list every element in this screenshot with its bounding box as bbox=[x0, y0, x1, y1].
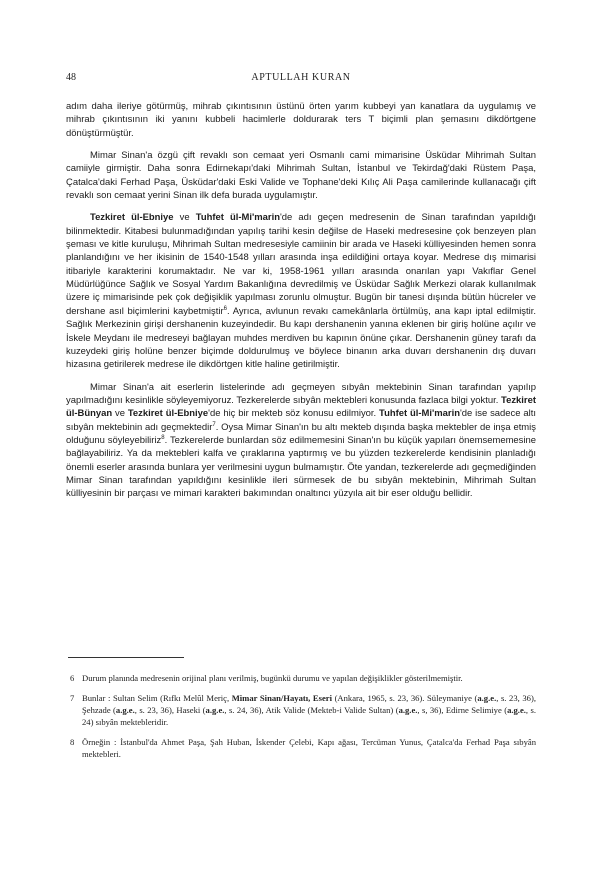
paragraph-text: adım daha ileriye götürmüş, mihrab çıkıntısının üstünü örten yarım kubbeyi yan kanatlara da uygulamış ve mihrab çıkıntısının iki yanını kubbeli hacimlerle doldurarak ters T biçimli plan şemasını dikdörtgene dönüştürmüştür. bbox=[66, 101, 536, 139]
footnote-ref-8[interactable]: 8 bbox=[161, 434, 165, 441]
paragraph-text: Mimar Sinan'a ait eserlerin listelerinde adı geçmeyen sıbyân mektebinin Sinan tarafından yapılıp yapılmadığını kesinlikle söyleyemiyoruz. Tezkerelerde sıbyân mektebleri konusunda fazlaca bilgi yoktur. bbox=[66, 381, 536, 406]
citation-abbrev: a.g.e. bbox=[398, 705, 418, 715]
paragraph-text: Mimar Sinan'a özgü çift revaklı son cemaat yeri Osmanlı cami mimarisine Üsküdar Mihrimah Sultan camiiyle girmiştir. Daha sonra Edirnekapı'daki Mihrimah Sultan, İstanbul ve Tekirdağ'daki Rüstem Paşa, Çatalca'daki Ferhad Paşa, Üsküdar'daki Eski Valide ve Tophane'deki Kılıç Ali Paşa camilerinde kullanacağı çift revaklı son cemaat yerini Sinan ilk defa burada uygulamıştır. bbox=[66, 150, 536, 202]
footnote-7 bbox=[66, 692, 536, 728]
footnote-text: (Ankara, 1965, s. 23, 36). Süleymaniye ( bbox=[331, 693, 478, 703]
footnote-number: 8 bbox=[70, 737, 75, 747]
title-emphasis: Tuhfet ül-Mi'marin bbox=[379, 408, 460, 420]
citation-abbrev: a.g.e. bbox=[477, 693, 497, 703]
body-text bbox=[66, 100, 536, 510]
paragraph-text: ve bbox=[112, 408, 128, 420]
footnote-8 bbox=[66, 736, 536, 760]
paragraph-text: . Tezkerelerde bunlardan söz edilmemesini Sinan'ın bu küçük yapıları önemsememesine bağlayabiliriz. Ya da mektebleri kalfa ve çıraklarına yaptırmış ve bu yüzden tezkerelerde kendisinin planladığı önemli eserler arasında bunlara yer verilmesini uygun bulmamıştır. Öte yandan, tezkerelerde adı geçmediğinden Mimar Sinan tarafından yapıldığını kesinlikle ileri sürmesek de bu sıbyân mektebinin, Mihrimah Sultan külliyesinin bir parçası ve mimari karakteri bakımından onaltıncı yüzyıla ait bir eser olduğu bellidir. bbox=[66, 434, 536, 500]
footnote-text: , s, 36), Edirne Selimiye ( bbox=[417, 705, 508, 715]
footnote-text: Durum planında medresenin orijinal planı verilmiş, bugünkü durumu ve yapılan değişiklikler gösterilmemiştir. bbox=[82, 673, 463, 683]
footnote-ref-6[interactable]: 6 bbox=[223, 305, 227, 312]
paragraph-text: 'de adı geçen medresenin de Sinan tarafından yapıldığı bilinmektedir. Kitabesi bulunmadığından yapılış tarihi kesin değilse de Haseki medresesine çok benzeyen plan şeması ve kitle kuruluşu, Mihrimah Sultan medresesiyle camiinin bir arada ve Haseki külliyesinden hemen sonra planlandığını ve her ikisinin de 1540-1548 yılları arasında inşa edildiğini ortaya koyar. Medrese dış mimarisi itibariyle karakterini korumaktadır. Ne var ki, 1958-1961 yılları arasında onarılan yapı Vakıflar Genel Müdürlüğünce Sağlık ve Sosyal Yardım Bakanlığına devredilmiş ve Üsküdar Sağlık Merkezi olarak kullanılmak üzere iç mimarisinde pek çok değişiklik yapılması zorunlu olmuştur. Bugün bir tanesi dışında bütün hücreler ve dershane asıl biçimlerini kaybetmiştir bbox=[66, 212, 536, 317]
footnote-separator bbox=[68, 657, 184, 658]
footnote-ref-7[interactable]: 7 bbox=[212, 421, 216, 428]
footnote-number: 7 bbox=[70, 693, 75, 703]
paragraph-text: 'de hiç bir mekteb söz konusu edilmiyor. bbox=[208, 408, 380, 420]
citation-abbrev: a.g.e. bbox=[507, 705, 526, 715]
page-number: 48 bbox=[66, 72, 76, 83]
citation-abbrev: a.g.e. bbox=[205, 705, 225, 715]
title-emphasis: Tezkiret ül-Ebniye bbox=[90, 212, 174, 224]
paragraph-3 bbox=[66, 211, 536, 371]
footnote-text: Örneğin : İstanbul'da Ahmet Paşa, Şah Huban, İskender Çelebi, Kapı ağası, Tercüman Yunus, Çatalca'da Ferhad Paşa sıbyân mektebleri. bbox=[82, 737, 536, 759]
paragraph-2 bbox=[66, 149, 536, 202]
citation-abbrev: a.g.e. bbox=[115, 705, 135, 715]
citation-title: Mimar Sinan/Hayatı, Eseri bbox=[231, 693, 332, 703]
paragraph-1 bbox=[66, 100, 536, 140]
title-emphasis: Tuhfet ül-Mi'marin bbox=[195, 212, 280, 224]
footnote-text: , s. 24) sıbyân mektebleridir. bbox=[82, 705, 536, 727]
paragraph-text: ve bbox=[173, 212, 196, 224]
title-emphasis: Tezkiret ül-Ebniye bbox=[127, 408, 209, 420]
running-header bbox=[66, 72, 536, 86]
footnote-6 bbox=[66, 672, 536, 684]
paragraph-4 bbox=[66, 381, 536, 501]
paragraph-text: . Oysa Mimar Sinan'ın bu altı mekteb dışında başka mektebler de inşa etmiş olduğunu söyleyebiliriz bbox=[66, 421, 536, 446]
footnote-text: , s. 23, 36), Haseki ( bbox=[134, 705, 206, 715]
footnote-text: , s. 23, 36), Şehzade ( bbox=[82, 693, 536, 715]
footnotes bbox=[66, 672, 536, 768]
paragraph-text: . Ayrıca, avlunun revakı camekânlarla örtülmüş, ana kapı iptal edilmiştir. Sağlık Merkezinin girişi dershanenin kuzeyindedir. Bu kapı dershanenin yanına eklenen bir giriş holüne açılır ve İskele Meydanı ile medreseyi bağlayan muhdes merdiven bu kapının önüne çıkar. Dershanenin güney tarafı da kuzeydeki giriş holüne benzer biçimde doldurulmuş ve böylece binanın arka duvarı dershanenin dış duvarı hizasına getirilerek medrese ile dikdörtgen kitle haline getirilmiştir. bbox=[66, 305, 536, 371]
running-title: APTULLAH KURAN bbox=[251, 72, 351, 83]
footnote-text: Bunlar : Sultan Selim (Rıfkı Melûl Meriç, bbox=[82, 693, 232, 703]
paragraph-text: 'de ise sadece altı sıbyân mektebinin adı geçmektedir bbox=[66, 408, 536, 433]
footnote-text: , s. 24, 36), Atik Valide (Mekteb-i Valide Sultan) ( bbox=[224, 705, 399, 715]
title-emphasis: Tezkiret ül-Bünyan bbox=[66, 394, 536, 420]
footnote-number: 6 bbox=[70, 673, 75, 683]
